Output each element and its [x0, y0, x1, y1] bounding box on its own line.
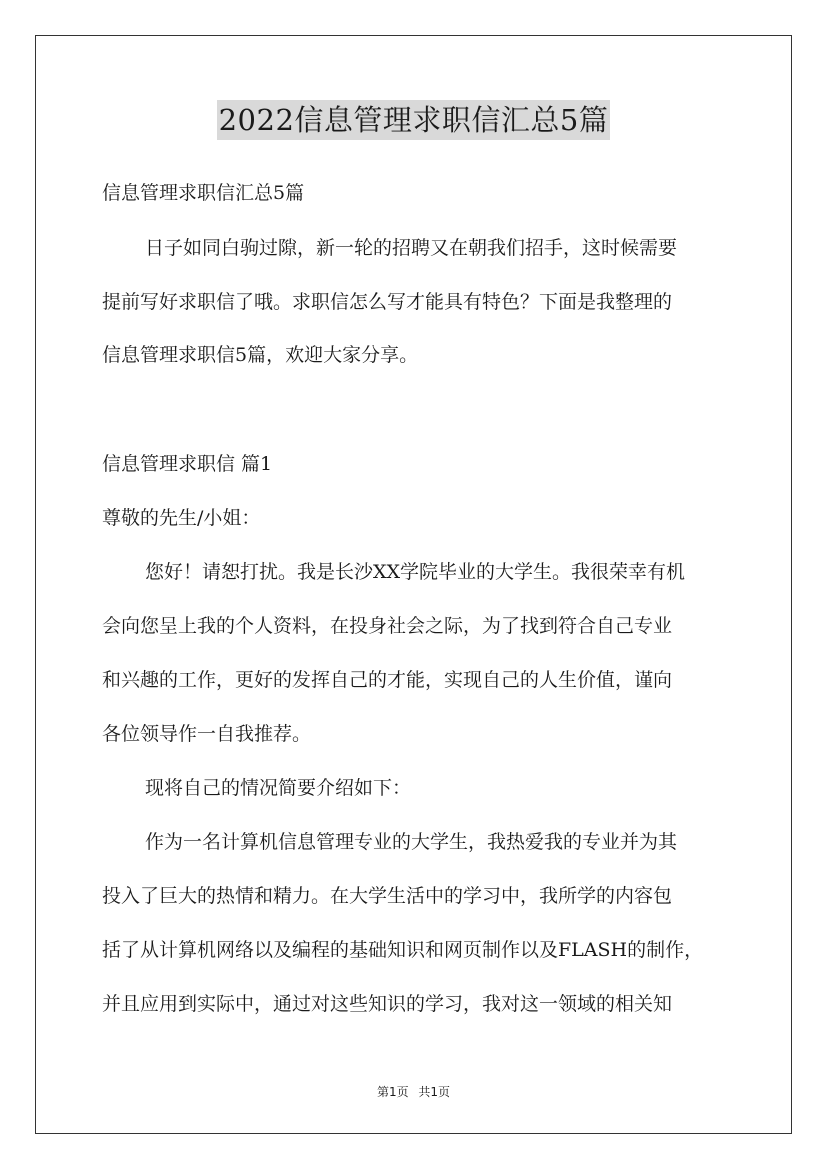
para3-line-1: 作为一名计算机信息管理专业的大学生，我热爱我的专业并为其: [145, 831, 678, 853]
para1-line-3: 和兴趣的工作，更好的发挥自己的才能，实现自己的人生价值，谨向: [102, 669, 673, 691]
para1-line-1: 您好！请恕打扰。我是长沙XX学院毕业的大学生。我很荣幸有机: [145, 561, 686, 583]
title-wrap: [0, 100, 827, 140]
section-heading: 信息管理求职信 篇1: [102, 453, 273, 475]
para1-line-4: 各位领导作一自我推荐。: [102, 723, 312, 745]
para1-line-2: 会向您呈上我的个人资料，在投身社会之际，为了找到符合自己专业: [102, 615, 673, 637]
page-footer: [0, 1083, 827, 1100]
para3-line-2: 投入了巨大的热情和精力。在大学生活中的学习中，我所学的内容包: [102, 885, 673, 907]
intro-line-1: 日子如同白驹过隙，新一轮的招聘又在朝我们招手，这时候需要: [145, 237, 678, 259]
para3-line-3: 括了从计算机网络以及编程的基础知识和网页制作以及FLASH的制作，: [102, 939, 704, 961]
salutation: 尊敬的先生/小姐：: [102, 507, 261, 529]
intro-line-3: 信息管理求职信5篇，欢迎大家分享。: [102, 344, 419, 366]
document-title: 2022信息管理求职信汇总5篇: [217, 100, 611, 140]
intro-line-2: 提前写好求职信了哦。求职信怎么写才能具有特色？下面是我整理的: [102, 291, 673, 313]
para2-line-1: 现将自己的情况简要介绍如下：: [145, 777, 412, 799]
page-number: 第1页: [376, 1085, 409, 1099]
page-total: 共1页: [418, 1085, 451, 1099]
document-subtitle: 信息管理求职信汇总5篇: [102, 182, 305, 204]
para3-line-4: 并且应用到实际中，通过对这些知识的学习，我对这一领域的相关知: [102, 993, 673, 1015]
